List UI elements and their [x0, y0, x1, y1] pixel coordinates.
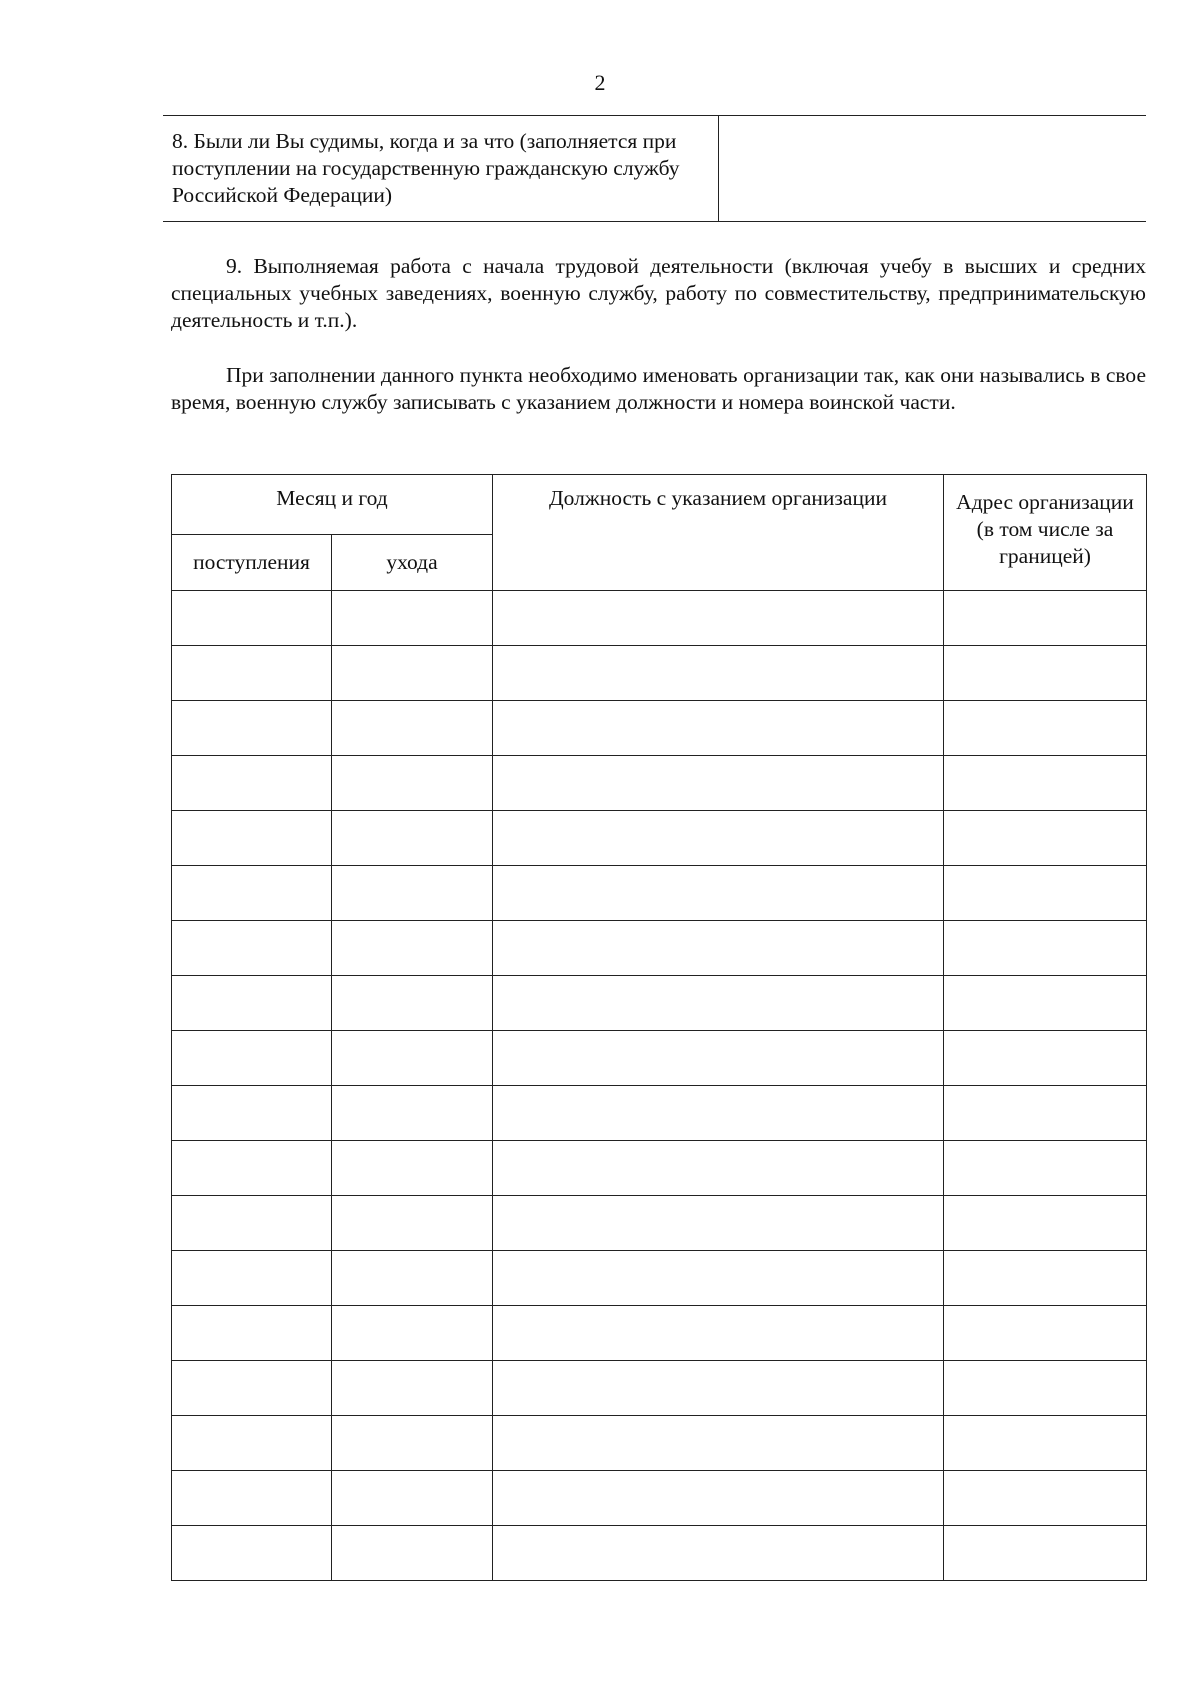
cell-start[interactable] — [172, 1526, 332, 1581]
cell-end[interactable] — [332, 1031, 493, 1086]
cell-position[interactable] — [493, 1141, 944, 1196]
table-row — [172, 1031, 1147, 1086]
table-row — [172, 1416, 1147, 1471]
cell-end[interactable] — [332, 591, 493, 646]
cell-start[interactable] — [172, 921, 332, 976]
cell-address[interactable] — [944, 921, 1147, 976]
table-row — [172, 976, 1147, 1031]
cell-start[interactable] — [172, 1471, 332, 1526]
cell-start[interactable] — [172, 591, 332, 646]
cell-start[interactable] — [172, 1306, 332, 1361]
cell-end[interactable] — [332, 1306, 493, 1361]
cell-end[interactable] — [332, 976, 493, 1031]
cell-position[interactable] — [493, 1361, 944, 1416]
cell-address[interactable] — [944, 1361, 1147, 1416]
question-8-row — [163, 116, 1146, 222]
header-month-year: Месяц и год — [172, 475, 493, 535]
header-end: ухода — [332, 535, 493, 591]
cell-position[interactable] — [493, 1526, 944, 1581]
cell-position[interactable] — [493, 756, 944, 811]
header-start: поступления — [172, 535, 332, 591]
cell-start[interactable] — [172, 1361, 332, 1416]
table-row — [172, 921, 1147, 976]
cell-start[interactable] — [172, 1416, 332, 1471]
cell-position[interactable] — [493, 1306, 944, 1361]
cell-address[interactable] — [944, 1251, 1147, 1306]
cell-position[interactable] — [493, 1031, 944, 1086]
table-row — [172, 591, 1147, 646]
question-8-table — [163, 115, 1146, 222]
cell-start[interactable] — [172, 756, 332, 811]
cell-position[interactable] — [493, 921, 944, 976]
cell-address[interactable] — [944, 1196, 1147, 1251]
cell-address[interactable] — [944, 1306, 1147, 1361]
cell-start[interactable] — [172, 1086, 332, 1141]
cell-end[interactable] — [332, 756, 493, 811]
table-row — [172, 811, 1147, 866]
cell-address[interactable] — [944, 646, 1147, 701]
paragraph-9-note: При заполнении данного пункта необходимо именовать организации так, как они назывались в свое время, военную службу записывать с указанием должности и номера воинской части. — [171, 363, 1146, 414]
cell-address[interactable] — [944, 591, 1147, 646]
cell-address[interactable] — [944, 811, 1147, 866]
paragraph-9: 9. Выполняемая работа с начала трудовой деятельности (включая учебу в высших и средних специальных учебных заведениях, военную службу, работу по совместительству, предпринимательскую деятельность и т.п.). — [171, 254, 1146, 332]
cell-position[interactable] — [493, 1196, 944, 1251]
cell-start[interactable] — [172, 1031, 332, 1086]
header-position: Должность с указанием организации — [493, 475, 944, 591]
cell-address[interactable] — [944, 1526, 1147, 1581]
cell-end[interactable] — [332, 921, 493, 976]
table-row — [172, 1086, 1147, 1141]
table-row — [172, 1471, 1147, 1526]
cell-address[interactable] — [944, 1471, 1147, 1526]
cell-position[interactable] — [493, 701, 944, 756]
table-row — [172, 866, 1147, 921]
cell-address[interactable] — [944, 701, 1147, 756]
cell-address[interactable] — [944, 1086, 1147, 1141]
cell-position[interactable] — [493, 1471, 944, 1526]
cell-start[interactable] — [172, 1251, 332, 1306]
table-row — [172, 1251, 1147, 1306]
cell-address[interactable] — [944, 866, 1147, 921]
cell-start[interactable] — [172, 866, 332, 921]
cell-address[interactable] — [944, 1031, 1147, 1086]
page-number: 2 — [594, 70, 606, 95]
cell-end[interactable] — [332, 1416, 493, 1471]
table-row — [172, 756, 1147, 811]
table-row — [172, 1141, 1147, 1196]
cell-end[interactable] — [332, 1196, 493, 1251]
cell-position[interactable] — [493, 1251, 944, 1306]
work-history-table — [171, 474, 1147, 1581]
cell-start[interactable] — [172, 1196, 332, 1251]
cell-address[interactable] — [944, 1416, 1147, 1471]
table-row — [172, 1526, 1147, 1581]
question-8-label: 8. Были ли Вы судимы, когда и за что (заполняется при поступлении на государственную гражданскую службу Российской Федерации) — [163, 116, 719, 222]
question-8-answer-field[interactable] — [719, 116, 1147, 222]
cell-end[interactable] — [332, 646, 493, 701]
cell-end[interactable] — [332, 811, 493, 866]
cell-position[interactable] — [493, 976, 944, 1031]
cell-end[interactable] — [332, 866, 493, 921]
table-header-row — [172, 475, 1147, 535]
cell-start[interactable] — [172, 701, 332, 756]
cell-end[interactable] — [332, 1361, 493, 1416]
cell-position[interactable] — [493, 811, 944, 866]
cell-end[interactable] — [332, 701, 493, 756]
cell-position[interactable] — [493, 646, 944, 701]
cell-address[interactable] — [944, 1141, 1147, 1196]
cell-end[interactable] — [332, 1141, 493, 1196]
table-row — [172, 1361, 1147, 1416]
cell-end[interactable] — [332, 1086, 493, 1141]
table-row — [172, 1196, 1147, 1251]
cell-position[interactable] — [493, 866, 944, 921]
table-row — [172, 701, 1147, 756]
cell-start[interactable] — [172, 976, 332, 1031]
header-address: Адрес организации (в том числе за границей) — [944, 475, 1147, 591]
cell-start[interactable] — [172, 1141, 332, 1196]
cell-position[interactable] — [493, 591, 944, 646]
cell-position[interactable] — [493, 1086, 944, 1141]
cell-end[interactable] — [332, 1251, 493, 1306]
cell-end[interactable] — [332, 1471, 493, 1526]
table-row — [172, 646, 1147, 701]
cell-address[interactable] — [944, 756, 1147, 811]
cell-position[interactable] — [493, 1416, 944, 1471]
cell-end[interactable] — [332, 1526, 493, 1581]
cell-address[interactable] — [944, 976, 1147, 1031]
cell-start[interactable] — [172, 646, 332, 701]
cell-start[interactable] — [172, 811, 332, 866]
work-history-body — [172, 591, 1147, 1581]
table-row — [172, 1306, 1147, 1361]
